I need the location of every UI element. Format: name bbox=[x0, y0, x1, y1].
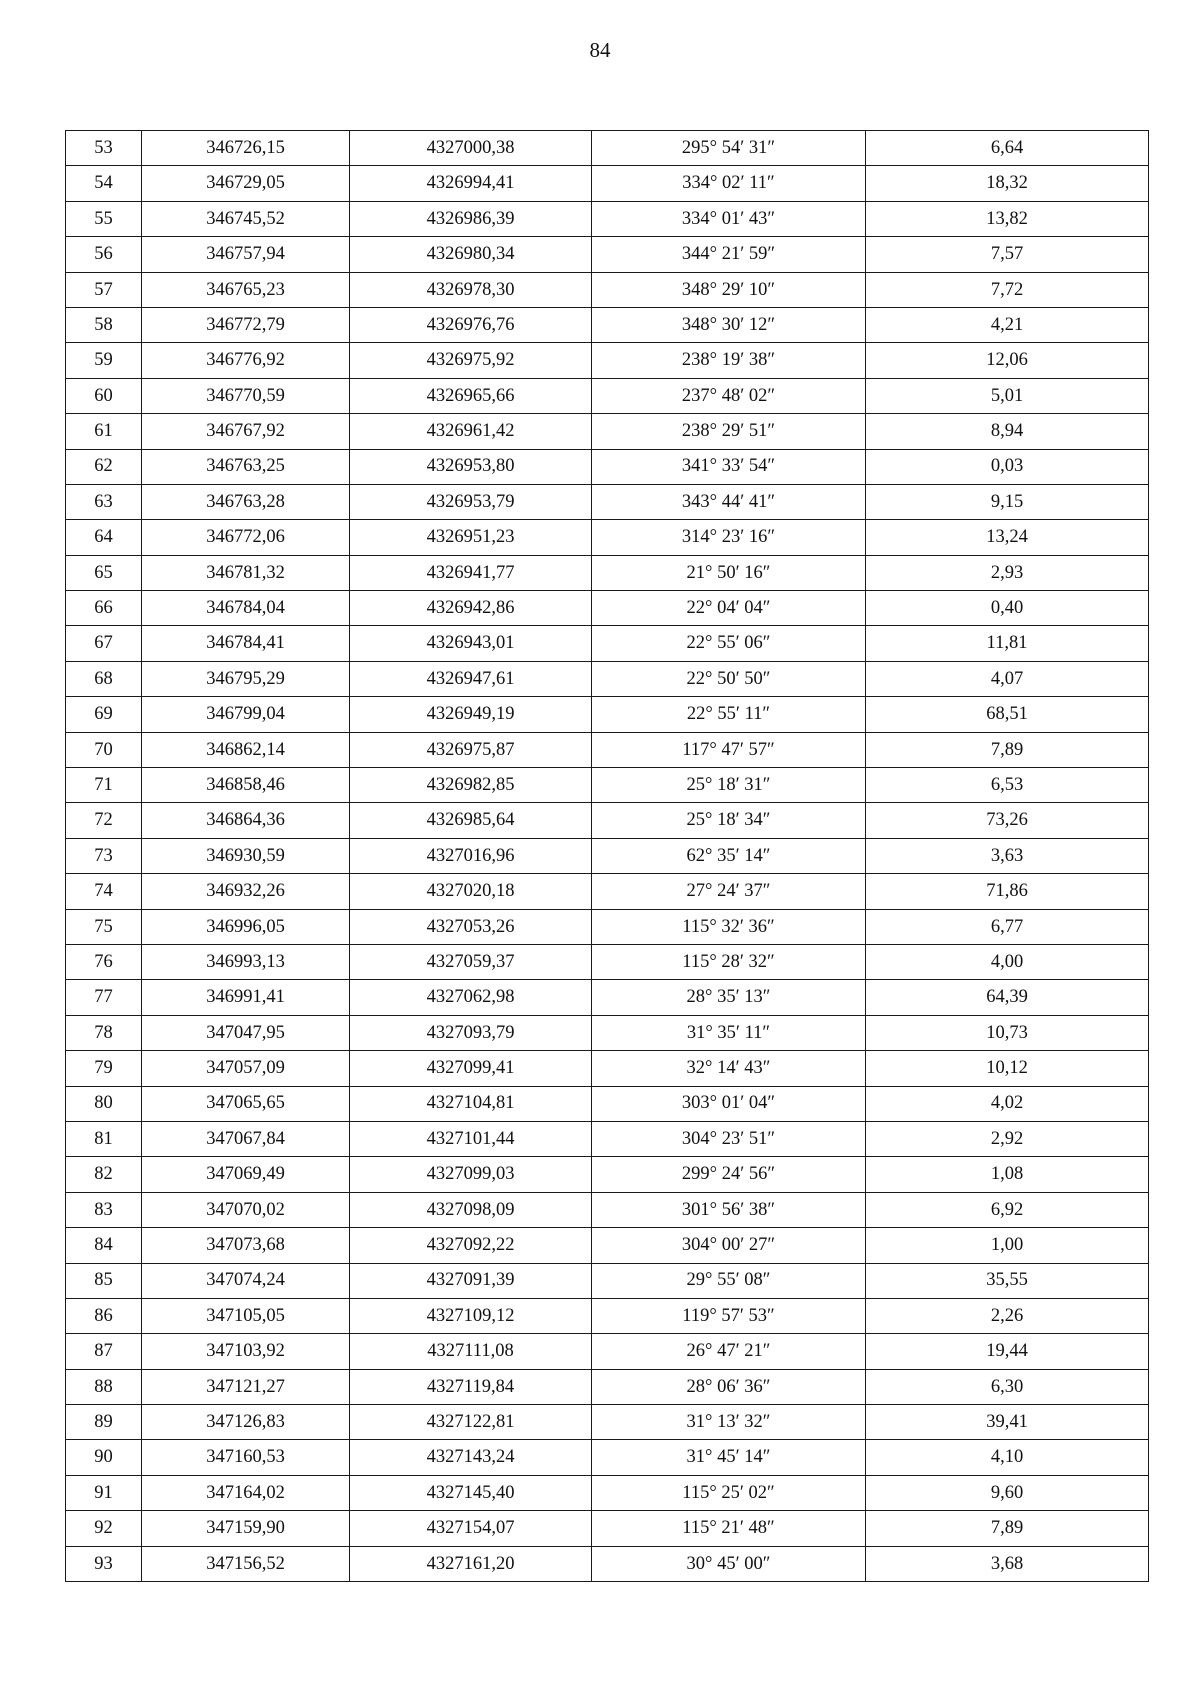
x-coordinate-cell: 346993,13 bbox=[142, 944, 350, 979]
y-coordinate-cell: 4326976,76 bbox=[350, 307, 592, 342]
point-number-cell: 84 bbox=[66, 1228, 142, 1263]
y-coordinate-cell: 4326943,01 bbox=[350, 626, 592, 661]
x-coordinate-cell: 346795,29 bbox=[142, 661, 350, 696]
table-row bbox=[66, 1228, 1149, 1263]
x-coordinate-cell: 347159,90 bbox=[142, 1511, 350, 1546]
y-coordinate-cell: 4326941,77 bbox=[350, 555, 592, 590]
y-coordinate-cell: 4327111,08 bbox=[350, 1334, 592, 1369]
table-row bbox=[66, 166, 1149, 201]
distance-cell: 1,00 bbox=[866, 1228, 1149, 1263]
distance-cell: 0,03 bbox=[866, 449, 1149, 484]
distance-cell: 2,93 bbox=[866, 555, 1149, 590]
y-coordinate-cell: 4326985,64 bbox=[350, 803, 592, 838]
point-number-cell: 63 bbox=[66, 484, 142, 519]
table-row bbox=[66, 838, 1149, 873]
distance-cell: 2,92 bbox=[866, 1121, 1149, 1156]
x-coordinate-cell: 347103,92 bbox=[142, 1334, 350, 1369]
x-coordinate-cell: 346862,14 bbox=[142, 732, 350, 767]
distance-cell: 6,92 bbox=[866, 1192, 1149, 1227]
table-row bbox=[66, 414, 1149, 449]
direction-angle-cell: 314° 23′ 16″ bbox=[592, 520, 866, 555]
distance-cell: 19,44 bbox=[866, 1334, 1149, 1369]
x-coordinate-cell: 347069,49 bbox=[142, 1157, 350, 1192]
table-row bbox=[66, 697, 1149, 732]
direction-angle-cell: 25° 18′ 31″ bbox=[592, 768, 866, 803]
distance-cell: 3,63 bbox=[866, 838, 1149, 873]
direction-angle-cell: 238° 29′ 51″ bbox=[592, 414, 866, 449]
distance-cell: 6,77 bbox=[866, 909, 1149, 944]
table-row bbox=[66, 378, 1149, 413]
point-number-cell: 57 bbox=[66, 272, 142, 307]
x-coordinate-cell: 346763,28 bbox=[142, 484, 350, 519]
y-coordinate-cell: 4327145,40 bbox=[350, 1475, 592, 1510]
direction-angle-cell: 115° 21′ 48″ bbox=[592, 1511, 866, 1546]
table-row bbox=[66, 1369, 1149, 1404]
x-coordinate-cell: 347105,05 bbox=[142, 1298, 350, 1333]
coordinates-table-body bbox=[66, 131, 1149, 1582]
point-number-cell: 60 bbox=[66, 378, 142, 413]
distance-cell: 0,40 bbox=[866, 591, 1149, 626]
x-coordinate-cell: 346757,94 bbox=[142, 237, 350, 272]
point-number-cell: 80 bbox=[66, 1086, 142, 1121]
direction-angle-cell: 238° 19′ 38″ bbox=[592, 343, 866, 378]
table-row bbox=[66, 1157, 1149, 1192]
direction-angle-cell: 344° 21′ 59″ bbox=[592, 237, 866, 272]
point-number-cell: 75 bbox=[66, 909, 142, 944]
table-row bbox=[66, 1440, 1149, 1475]
table-row bbox=[66, 732, 1149, 767]
point-number-cell: 76 bbox=[66, 944, 142, 979]
table-row bbox=[66, 272, 1149, 307]
direction-angle-cell: 348° 30′ 12″ bbox=[592, 307, 866, 342]
table-row bbox=[66, 768, 1149, 803]
table-row bbox=[66, 1475, 1149, 1510]
distance-cell: 10,73 bbox=[866, 1015, 1149, 1050]
direction-angle-cell: 62° 35′ 14″ bbox=[592, 838, 866, 873]
y-coordinate-cell: 4326986,39 bbox=[350, 201, 592, 236]
table-row bbox=[66, 449, 1149, 484]
direction-angle-cell: 115° 32′ 36″ bbox=[592, 909, 866, 944]
y-coordinate-cell: 4326947,61 bbox=[350, 661, 592, 696]
direction-angle-cell: 22° 04′ 04″ bbox=[592, 591, 866, 626]
direction-angle-cell: 28° 35′ 13″ bbox=[592, 980, 866, 1015]
y-coordinate-cell: 4327098,09 bbox=[350, 1192, 592, 1227]
direction-angle-cell: 22° 50′ 50″ bbox=[592, 661, 866, 696]
distance-cell: 9,15 bbox=[866, 484, 1149, 519]
table-row bbox=[66, 1086, 1149, 1121]
distance-cell: 73,26 bbox=[866, 803, 1149, 838]
y-coordinate-cell: 4326975,87 bbox=[350, 732, 592, 767]
table-row bbox=[66, 1263, 1149, 1298]
point-number-cell: 59 bbox=[66, 343, 142, 378]
direction-angle-cell: 26° 47′ 21″ bbox=[592, 1334, 866, 1369]
y-coordinate-cell: 4326965,66 bbox=[350, 378, 592, 413]
y-coordinate-cell: 4327109,12 bbox=[350, 1298, 592, 1333]
table-row bbox=[66, 909, 1149, 944]
distance-cell: 10,12 bbox=[866, 1051, 1149, 1086]
point-number-cell: 86 bbox=[66, 1298, 142, 1333]
y-coordinate-cell: 4327053,26 bbox=[350, 909, 592, 944]
point-number-cell: 81 bbox=[66, 1121, 142, 1156]
table-row bbox=[66, 520, 1149, 555]
point-number-cell: 91 bbox=[66, 1475, 142, 1510]
point-number-cell: 70 bbox=[66, 732, 142, 767]
x-coordinate-cell: 346930,59 bbox=[142, 838, 350, 873]
x-coordinate-cell: 346745,52 bbox=[142, 201, 350, 236]
y-coordinate-cell: 4326942,86 bbox=[350, 591, 592, 626]
distance-cell: 6,30 bbox=[866, 1369, 1149, 1404]
table-row bbox=[66, 131, 1149, 166]
x-coordinate-cell: 346763,25 bbox=[142, 449, 350, 484]
x-coordinate-cell: 346770,59 bbox=[142, 378, 350, 413]
x-coordinate-cell: 347160,53 bbox=[142, 1440, 350, 1475]
direction-angle-cell: 117° 47′ 57″ bbox=[592, 732, 866, 767]
point-number-cell: 72 bbox=[66, 803, 142, 838]
direction-angle-cell: 348° 29′ 10″ bbox=[592, 272, 866, 307]
distance-cell: 4,02 bbox=[866, 1086, 1149, 1121]
y-coordinate-cell: 4327059,37 bbox=[350, 944, 592, 979]
y-coordinate-cell: 4326953,80 bbox=[350, 449, 592, 484]
x-coordinate-cell: 346772,06 bbox=[142, 520, 350, 555]
direction-angle-cell: 28° 06′ 36″ bbox=[592, 1369, 866, 1404]
distance-cell: 7,89 bbox=[866, 732, 1149, 767]
distance-cell: 5,01 bbox=[866, 378, 1149, 413]
point-number-cell: 83 bbox=[66, 1192, 142, 1227]
x-coordinate-cell: 346772,79 bbox=[142, 307, 350, 342]
table-row bbox=[66, 1511, 1149, 1546]
point-number-cell: 93 bbox=[66, 1546, 142, 1581]
direction-angle-cell: 30° 45′ 00″ bbox=[592, 1546, 866, 1581]
distance-cell: 12,06 bbox=[866, 343, 1149, 378]
y-coordinate-cell: 4327062,98 bbox=[350, 980, 592, 1015]
y-coordinate-cell: 4326949,19 bbox=[350, 697, 592, 732]
distance-cell: 8,94 bbox=[866, 414, 1149, 449]
direction-angle-cell: 22° 55′ 06″ bbox=[592, 626, 866, 661]
y-coordinate-cell: 4327099,41 bbox=[350, 1051, 592, 1086]
y-coordinate-cell: 4327016,96 bbox=[350, 838, 592, 873]
distance-cell: 4,10 bbox=[866, 1440, 1149, 1475]
y-coordinate-cell: 4327091,39 bbox=[350, 1263, 592, 1298]
direction-angle-cell: 29° 55′ 08″ bbox=[592, 1263, 866, 1298]
y-coordinate-cell: 4326978,30 bbox=[350, 272, 592, 307]
x-coordinate-cell: 346784,04 bbox=[142, 591, 350, 626]
distance-cell: 71,86 bbox=[866, 874, 1149, 909]
y-coordinate-cell: 4326951,23 bbox=[350, 520, 592, 555]
table-row bbox=[66, 1334, 1149, 1369]
point-number-cell: 65 bbox=[66, 555, 142, 590]
point-number-cell: 73 bbox=[66, 838, 142, 873]
distance-cell: 6,64 bbox=[866, 131, 1149, 166]
point-number-cell: 92 bbox=[66, 1511, 142, 1546]
y-coordinate-cell: 4326982,85 bbox=[350, 768, 592, 803]
y-coordinate-cell: 4326980,34 bbox=[350, 237, 592, 272]
y-coordinate-cell: 4327154,07 bbox=[350, 1511, 592, 1546]
table-row bbox=[66, 1298, 1149, 1333]
direction-angle-cell: 31° 13′ 32″ bbox=[592, 1405, 866, 1440]
direction-angle-cell: 304° 00′ 27″ bbox=[592, 1228, 866, 1263]
distance-cell: 64,39 bbox=[866, 980, 1149, 1015]
y-coordinate-cell: 4327093,79 bbox=[350, 1015, 592, 1050]
y-coordinate-cell: 4327020,18 bbox=[350, 874, 592, 909]
y-coordinate-cell: 4327143,24 bbox=[350, 1440, 592, 1475]
page-number: 84 bbox=[589, 38, 611, 62]
y-coordinate-cell: 4326975,92 bbox=[350, 343, 592, 378]
point-number-cell: 53 bbox=[66, 131, 142, 166]
point-number-cell: 62 bbox=[66, 449, 142, 484]
x-coordinate-cell: 347164,02 bbox=[142, 1475, 350, 1510]
y-coordinate-cell: 4327092,22 bbox=[350, 1228, 592, 1263]
distance-cell: 13,24 bbox=[866, 520, 1149, 555]
y-coordinate-cell: 4326961,42 bbox=[350, 414, 592, 449]
y-coordinate-cell: 4327161,20 bbox=[350, 1546, 592, 1581]
table-row bbox=[66, 874, 1149, 909]
table-row bbox=[66, 484, 1149, 519]
distance-cell: 68,51 bbox=[866, 697, 1149, 732]
direction-angle-cell: 22° 55′ 11″ bbox=[592, 697, 866, 732]
x-coordinate-cell: 346781,32 bbox=[142, 555, 350, 590]
distance-cell: 1,08 bbox=[866, 1157, 1149, 1192]
distance-cell: 35,55 bbox=[866, 1263, 1149, 1298]
x-coordinate-cell: 347047,95 bbox=[142, 1015, 350, 1050]
direction-angle-cell: 343° 44′ 41″ bbox=[592, 484, 866, 519]
point-number-cell: 74 bbox=[66, 874, 142, 909]
table-row bbox=[66, 661, 1149, 696]
y-coordinate-cell: 4327101,44 bbox=[350, 1121, 592, 1156]
table-row bbox=[66, 1051, 1149, 1086]
table-row bbox=[66, 343, 1149, 378]
point-number-cell: 88 bbox=[66, 1369, 142, 1404]
y-coordinate-cell: 4326994,41 bbox=[350, 166, 592, 201]
direction-angle-cell: 301° 56′ 38″ bbox=[592, 1192, 866, 1227]
direction-angle-cell: 115° 28′ 32″ bbox=[592, 944, 866, 979]
x-coordinate-cell: 346799,04 bbox=[142, 697, 350, 732]
direction-angle-cell: 299° 24′ 56″ bbox=[592, 1157, 866, 1192]
direction-angle-cell: 32° 14′ 43″ bbox=[592, 1051, 866, 1086]
x-coordinate-cell: 346726,15 bbox=[142, 131, 350, 166]
table-row bbox=[66, 944, 1149, 979]
distance-cell: 7,72 bbox=[866, 272, 1149, 307]
table-row bbox=[66, 237, 1149, 272]
direction-angle-cell: 303° 01′ 04″ bbox=[592, 1086, 866, 1121]
x-coordinate-cell: 346729,05 bbox=[142, 166, 350, 201]
coordinates-table bbox=[65, 130, 1149, 1582]
table-row bbox=[66, 980, 1149, 1015]
point-number-cell: 54 bbox=[66, 166, 142, 201]
x-coordinate-cell: 346996,05 bbox=[142, 909, 350, 944]
distance-cell: 39,41 bbox=[866, 1405, 1149, 1440]
direction-angle-cell: 295° 54′ 31″ bbox=[592, 131, 866, 166]
distance-cell: 4,21 bbox=[866, 307, 1149, 342]
y-coordinate-cell: 4327122,81 bbox=[350, 1405, 592, 1440]
distance-cell: 4,07 bbox=[866, 661, 1149, 696]
x-coordinate-cell: 346932,26 bbox=[142, 874, 350, 909]
point-number-cell: 68 bbox=[66, 661, 142, 696]
table-row bbox=[66, 1015, 1149, 1050]
point-number-cell: 69 bbox=[66, 697, 142, 732]
direction-angle-cell: 21° 50′ 16″ bbox=[592, 555, 866, 590]
point-number-cell: 66 bbox=[66, 591, 142, 626]
distance-cell: 6,53 bbox=[866, 768, 1149, 803]
direction-angle-cell: 27° 24′ 37″ bbox=[592, 874, 866, 909]
direction-angle-cell: 115° 25′ 02″ bbox=[592, 1475, 866, 1510]
table-row bbox=[66, 1192, 1149, 1227]
x-coordinate-cell: 346776,92 bbox=[142, 343, 350, 378]
y-coordinate-cell: 4326953,79 bbox=[350, 484, 592, 519]
x-coordinate-cell: 347070,02 bbox=[142, 1192, 350, 1227]
x-coordinate-cell: 346767,92 bbox=[142, 414, 350, 449]
point-number-cell: 78 bbox=[66, 1015, 142, 1050]
y-coordinate-cell: 4327000,38 bbox=[350, 131, 592, 166]
y-coordinate-cell: 4327099,03 bbox=[350, 1157, 592, 1192]
point-number-cell: 77 bbox=[66, 980, 142, 1015]
point-number-cell: 55 bbox=[66, 201, 142, 236]
x-coordinate-cell: 347067,84 bbox=[142, 1121, 350, 1156]
x-coordinate-cell: 346864,36 bbox=[142, 803, 350, 838]
point-number-cell: 61 bbox=[66, 414, 142, 449]
table-row bbox=[66, 1121, 1149, 1156]
direction-angle-cell: 119° 57′ 53″ bbox=[592, 1298, 866, 1333]
table-row bbox=[66, 803, 1149, 838]
distance-cell: 7,89 bbox=[866, 1511, 1149, 1546]
x-coordinate-cell: 346765,23 bbox=[142, 272, 350, 307]
direction-angle-cell: 25° 18′ 34″ bbox=[592, 803, 866, 838]
x-coordinate-cell: 347156,52 bbox=[142, 1546, 350, 1581]
distance-cell: 3,68 bbox=[866, 1546, 1149, 1581]
distance-cell: 13,82 bbox=[866, 201, 1149, 236]
y-coordinate-cell: 4327104,81 bbox=[350, 1086, 592, 1121]
point-number-cell: 67 bbox=[66, 626, 142, 661]
x-coordinate-cell: 347065,65 bbox=[142, 1086, 350, 1121]
x-coordinate-cell: 347126,83 bbox=[142, 1405, 350, 1440]
point-number-cell: 82 bbox=[66, 1157, 142, 1192]
distance-cell: 2,26 bbox=[866, 1298, 1149, 1333]
distance-cell: 9,60 bbox=[866, 1475, 1149, 1510]
x-coordinate-cell: 346991,41 bbox=[142, 980, 350, 1015]
x-coordinate-cell: 346858,46 bbox=[142, 768, 350, 803]
x-coordinate-cell: 347073,68 bbox=[142, 1228, 350, 1263]
direction-angle-cell: 334° 02′ 11″ bbox=[592, 166, 866, 201]
table-row bbox=[66, 201, 1149, 236]
x-coordinate-cell: 347074,24 bbox=[142, 1263, 350, 1298]
point-number-cell: 79 bbox=[66, 1051, 142, 1086]
table-row bbox=[66, 307, 1149, 342]
table-row bbox=[66, 1405, 1149, 1440]
direction-angle-cell: 341° 33′ 54″ bbox=[592, 449, 866, 484]
x-coordinate-cell: 346784,41 bbox=[142, 626, 350, 661]
point-number-cell: 71 bbox=[66, 768, 142, 803]
direction-angle-cell: 31° 35′ 11″ bbox=[592, 1015, 866, 1050]
direction-angle-cell: 237° 48′ 02″ bbox=[592, 378, 866, 413]
x-coordinate-cell: 347057,09 bbox=[142, 1051, 350, 1086]
point-number-cell: 87 bbox=[66, 1334, 142, 1369]
point-number-cell: 64 bbox=[66, 520, 142, 555]
point-number-cell: 85 bbox=[66, 1263, 142, 1298]
table-row bbox=[66, 1546, 1149, 1581]
table-row bbox=[66, 591, 1149, 626]
direction-angle-cell: 304° 23′ 51″ bbox=[592, 1121, 866, 1156]
distance-cell: 4,00 bbox=[866, 944, 1149, 979]
y-coordinate-cell: 4327119,84 bbox=[350, 1369, 592, 1404]
distance-cell: 11,81 bbox=[866, 626, 1149, 661]
point-number-cell: 89 bbox=[66, 1405, 142, 1440]
point-number-cell: 90 bbox=[66, 1440, 142, 1475]
point-number-cell: 58 bbox=[66, 307, 142, 342]
distance-cell: 18,32 bbox=[866, 166, 1149, 201]
distance-cell: 7,57 bbox=[866, 237, 1149, 272]
table-row bbox=[66, 555, 1149, 590]
table-row bbox=[66, 626, 1149, 661]
point-number-cell: 56 bbox=[66, 237, 142, 272]
x-coordinate-cell: 347121,27 bbox=[142, 1369, 350, 1404]
direction-angle-cell: 334° 01′ 43″ bbox=[592, 201, 866, 236]
direction-angle-cell: 31° 45′ 14″ bbox=[592, 1440, 866, 1475]
